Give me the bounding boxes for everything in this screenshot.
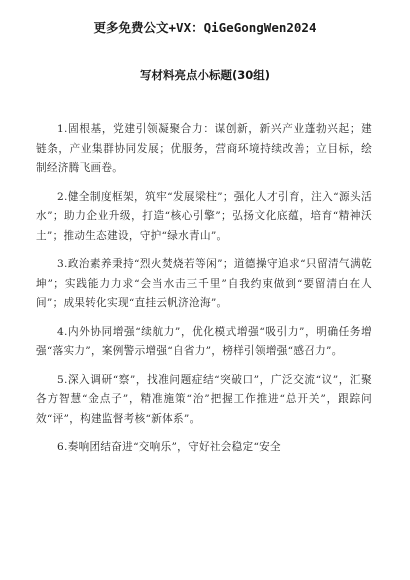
document-title: 写材料亮点小标题(30组)	[139, 68, 270, 82]
paragraph-4: 4.内外协同增强“续航力”，优化模式增强“吸引力”，明确任务增强“落实力”，案例警示增强“自省力”，榜样引领增强“感召力”。	[36, 325, 372, 357]
paragraph-1: 1.固根基，党建引领凝聚合力：谋创新，新兴产业蓬勃兴起；建链条，产业集群协同发展；优服务，营商环境持续改善；立目标，绘制经济腾飞画卷。	[36, 123, 372, 174]
promo-header: 更多免费公文+VX：QiGeGongWen2024	[93, 20, 317, 35]
document-body	[36, 120, 372, 467]
paragraph-3: 3.政治素养秉持“烈火焚烧若等闲”；道德操守追求“只留清气满乾坤”；实践能力力求“会当水击三千里”自我约束做到“要留清白在人间”；成果转化实现“直挂云帆济沧海”。	[36, 258, 372, 309]
paragraph-5: 5.深入调研“察”，找准问题症结“突破口”，广泛交流“议”，汇聚各方智慧“金点子”，精准施策“治”把握工作推进“总开关”，跟踪问效“评”，构建监督考核“新体系”。	[36, 373, 372, 425]
paragraph-6: 6.奏响团结奋进“交响乐”，守好社会稳定“安全	[57, 441, 281, 453]
paragraph-2: 2.健全制度框架，筑牢“发展梁柱”；强化人才引育，注入“源头活水”；助力企业升级，打造“核心引擎”；弘扬文化底蕴，培育“精神沃土”；推动生态建设，守护“绿水青山”。	[36, 190, 372, 242]
